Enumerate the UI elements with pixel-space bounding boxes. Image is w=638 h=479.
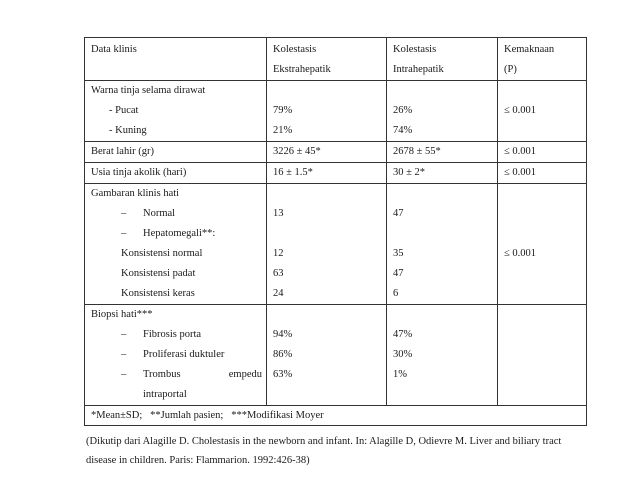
table-wrapper — [84, 37, 560, 470]
table-row-footnote — [85, 406, 587, 426]
birth-weight-intra: 2678 ± 55* — [387, 142, 498, 163]
liver-clinical-p: ≤ 0.001 — [498, 184, 587, 305]
acholic-age-label: Usia tinja akolik (hari) — [85, 163, 267, 184]
acholic-age-intra: 30 ± 2* — [387, 163, 498, 184]
biopsy-labels: Biopsi hati*** – Fibrosis porta – Proliferasi duktuler – Trombus empedu intraportal — [85, 305, 267, 406]
biopsy-extra: 94% 86% 63% — [267, 305, 387, 406]
source-citation: (Dikutip dari Alagille D. Cholestasis in the newborn and infant. In: Alagille D, Odievre M. Liver and biliary tract disease in children. Paris: Flammarion. 1992:426-38) — [86, 435, 562, 466]
biopsy-intra: 47% 30% 1% — [387, 305, 498, 406]
birth-weight-label: Berat lahir (gr) — [85, 142, 267, 163]
stool-color-p: ≤ 0.001 — [498, 81, 587, 142]
table-row-biopsy — [85, 305, 587, 406]
stool-color-labels: Warna tinja selama dirawat - Pucat - Kuning — [85, 81, 267, 142]
liver-clinical-labels: Gambaran klinis hati – Normal – Hepatomegali**: Konsistensi normal Konsistensi padat Konsistensi keras — [85, 184, 267, 305]
table-row-liver-clinical — [85, 184, 587, 305]
table-row-stool-color — [85, 81, 587, 142]
stool-color-intra: 26% 74% — [387, 81, 498, 142]
header-significance: Kemaknaan (P) — [498, 38, 587, 81]
table-row-birth-weight — [85, 142, 587, 163]
liver-clinical-intra: 47 35 47 6 — [387, 184, 498, 305]
liver-clinical-extra: 13 12 63 24 — [267, 184, 387, 305]
table-header-row — [85, 38, 587, 81]
header-data-klinis: Data klinis — [85, 38, 267, 81]
header-intrahepatic: Kolestasis Intrahepatik — [387, 38, 498, 81]
acholic-age-extra: 16 ± 1.5* — [267, 163, 387, 184]
birth-weight-p: ≤ 0.001 — [498, 142, 587, 163]
clinical-data-table — [84, 37, 587, 426]
acholic-age-p: ≤ 0.001 — [498, 163, 587, 184]
header-extrahepatic: Kolestasis Ekstrahepatik — [267, 38, 387, 81]
table-footnote: *Mean±SD; **Jumlah pasien; ***Modifikasi Moyer — [85, 406, 587, 426]
biopsy-p — [498, 305, 587, 406]
stool-color-extra: 79% 21% — [267, 81, 387, 142]
table-row-acholic-age — [85, 163, 587, 184]
birth-weight-extra: 3226 ± 45* — [267, 142, 387, 163]
